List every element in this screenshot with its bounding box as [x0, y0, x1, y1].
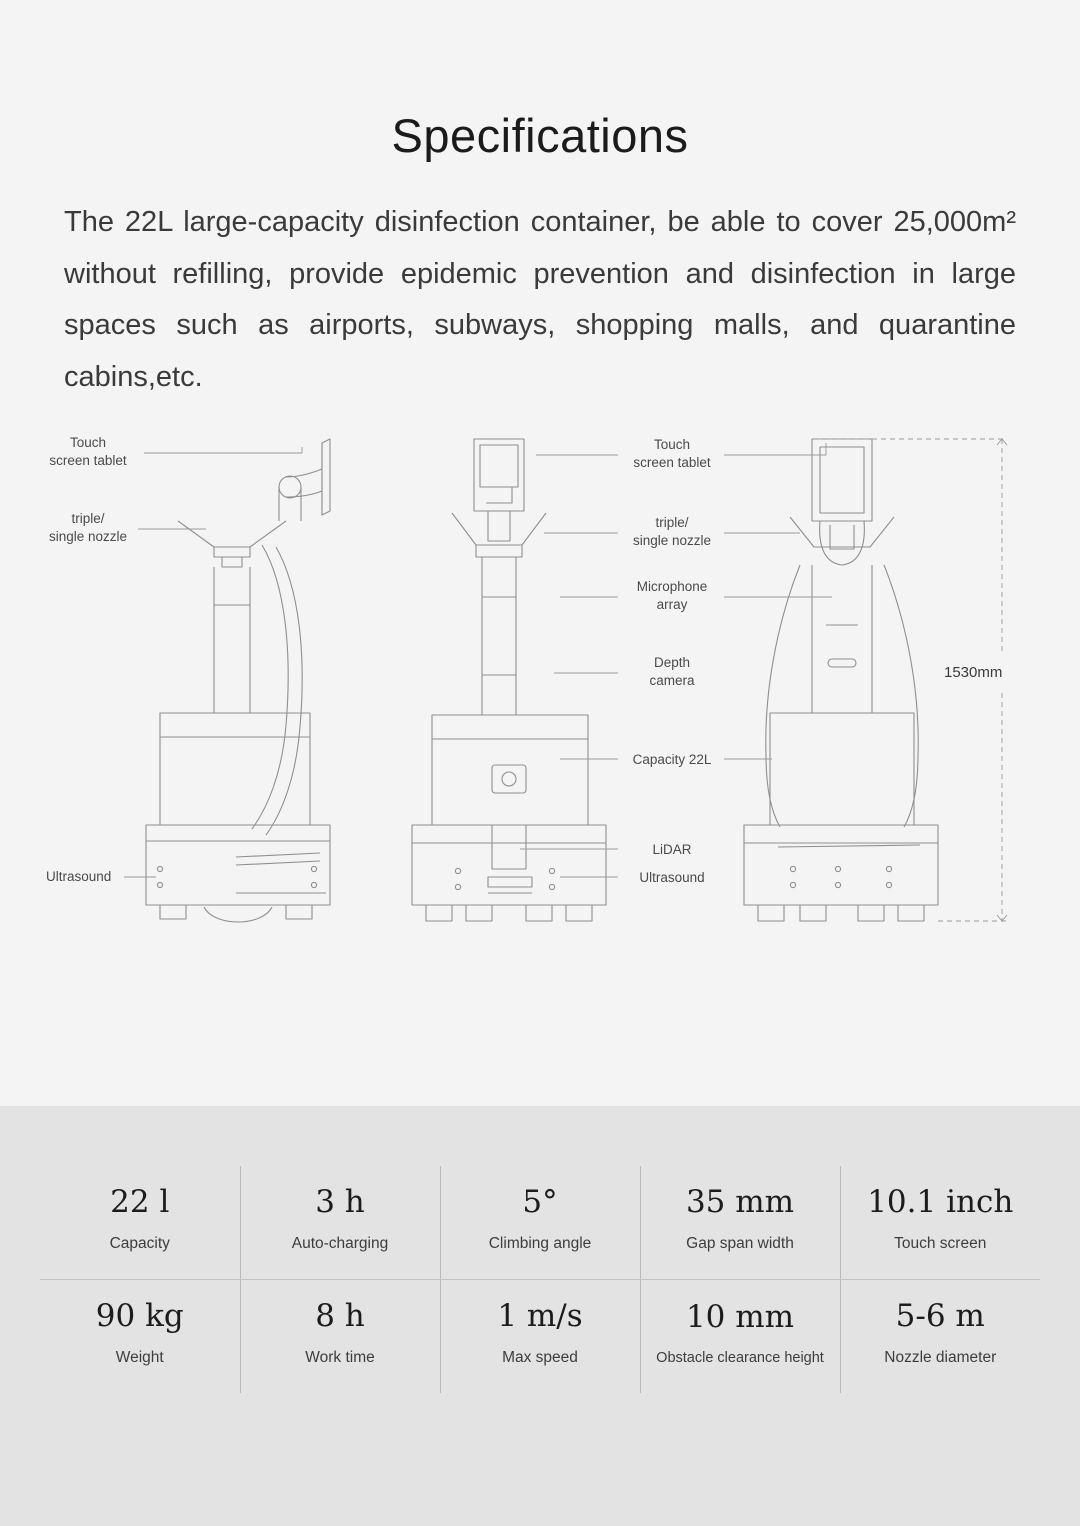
label-microphone-array-line1: Microphone: [636, 579, 708, 595]
spec-label: Auto-charging: [291, 1235, 389, 1253]
spec-value: 10.1 inch: [867, 1184, 1014, 1220]
side-view-drawing: [146, 439, 330, 922]
spec-table-band: [0, 1106, 1080, 1526]
spec-label: Gap span width: [686, 1235, 794, 1253]
spec-cell-obstacle-clearance-height: [640, 1280, 840, 1394]
spec-cell-nozzle-diameter: [840, 1280, 1040, 1394]
spec-cell-work-time: [240, 1280, 440, 1394]
spec-cell-capacity: [40, 1166, 240, 1280]
label-capacity-22l: Capacity 22L: [632, 752, 712, 768]
label-microphone-array-line2: array: [656, 597, 688, 613]
spec-label: Work time: [305, 1349, 375, 1367]
label-nozzle-center-line2: single nozzle: [632, 533, 712, 549]
spec-cell-touch-screen: [840, 1166, 1040, 1280]
spec-value: 5-6 m: [895, 1298, 985, 1335]
spec-label: Nozzle diameter: [884, 1349, 997, 1367]
spec-cell-climbing-angle: [440, 1166, 640, 1280]
spec-label: Weight: [115, 1349, 164, 1367]
spec-label: Capacity: [109, 1235, 170, 1253]
spec-cell-auto-charging: [240, 1166, 440, 1280]
spec-cell-weight: [40, 1280, 240, 1394]
spec-label: Obstacle clearance height: [656, 1350, 824, 1367]
spec-cell-gap-span-width: [640, 1166, 840, 1280]
label-touch-screen-tablet-center-line2: screen tablet: [633, 455, 711, 471]
label-lidar: LiDAR: [652, 842, 692, 858]
spec-value: 1 m/s: [497, 1298, 583, 1335]
spec-value: 3 h: [315, 1184, 365, 1220]
label-nozzle-left-line1: triple/: [71, 511, 105, 527]
label-depth-camera-line1: Depth: [653, 655, 691, 671]
table-row: [40, 1280, 1040, 1394]
spec-table: [40, 1166, 1040, 1393]
label-height-dimension: 1530mm: [944, 664, 1003, 682]
rear-view-drawing: [744, 439, 938, 921]
spec-value: 35 mm: [685, 1184, 795, 1220]
table-row: [40, 1166, 1040, 1280]
spec-value: 8 h: [315, 1298, 365, 1335]
robot-diagram: [0, 425, 1080, 985]
label-touch-screen-tablet-left-line1: Touch: [69, 435, 107, 451]
spec-value: 5°: [522, 1184, 558, 1220]
spec-cell-max-speed: [440, 1280, 640, 1394]
label-ultrasound-left: Ultrasound: [46, 869, 112, 885]
spec-label: Climbing angle: [488, 1235, 592, 1253]
label-depth-camera-line2: camera: [649, 673, 695, 689]
spec-value: 22 l: [110, 1184, 170, 1220]
label-touch-screen-tablet-center-line1: Touch: [653, 437, 691, 453]
spec-label: Max speed: [502, 1349, 578, 1367]
page-title: Specifications: [391, 109, 689, 162]
intro-paragraph: The 22L large-capacity disinfection container, be able to cover 25,000m² without refilling, provide epidemic prevention and disinfection in large spaces such as airports, subways, shopping malls, and quarantine cabins,etc.: [64, 206, 1016, 393]
spec-value: 10 mm: [685, 1299, 795, 1336]
label-nozzle-center-line1: triple/: [655, 515, 689, 531]
spec-value: 90 kg: [95, 1298, 184, 1335]
label-touch-screen-tablet-left-line2: screen tablet: [49, 453, 127, 469]
spec-label: Touch screen: [894, 1235, 987, 1253]
label-ultrasound-center: Ultrasound: [639, 870, 705, 886]
label-nozzle-left-line2: single nozzle: [48, 529, 128, 545]
